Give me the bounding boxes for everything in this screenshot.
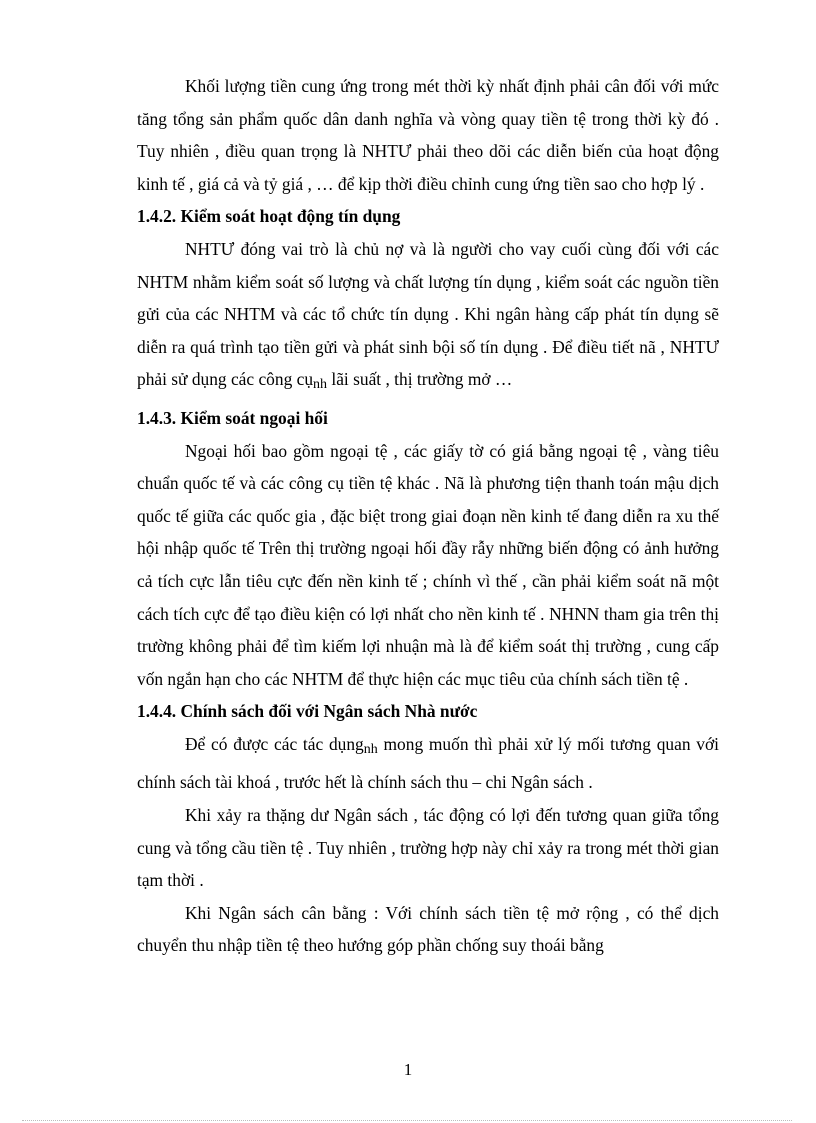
subscript-nh: nh (313, 377, 328, 393)
paragraph-credit-text-b: lãi suất , thị trường mở … (327, 369, 513, 390)
footer-divider (22, 1120, 792, 1121)
heading-foreign-exchange: 1.4.3. Kiểm soát ngoại hối (137, 407, 328, 428)
paragraph-budget-balance: Khi Ngân sách cân bằng : Với chính sách tiền tệ mở rộng , có thể dịch chuyển thu nhập tiền tệ theo hướng góp phần chống suy thoái bằng (137, 902, 719, 956)
page-body (137, 70, 719, 962)
paragraph-credit-text-a: NHTƯ đóng vai trò là chủ nợ và là người cho vay cuối cùng đối với các NHTM nhằm kiểm soát số lượng và chất lượng tín dụng , kiểm soát các nguồn tiền gửi của các NHTM và các tổ chức tín dụng . Khi ngân hàng cấp phát tín dụng sẽ diễn ra quá trình tạo tiền gửi và phát sinh bội số tín dụng . Để điều tiết nã , NHTƯ phải sử dụng các công cụ (137, 238, 719, 390)
paragraph-budget-policy (137, 728, 719, 799)
heading-credit-control: 1.4.2. Kiểm soát hoạt động tín dụng (137, 206, 401, 227)
paragraph-budget-text-b: mong muốn thì phải xử lý mối tương quan với chính sách tài khoá , trước hết là chính sách thu – chi Ngân sách . (137, 733, 719, 793)
paragraph-budget-surplus: Khi xảy ra thặng dư Ngân sách , tác động có lợi đến tương quan giữa tổng cung và tổng cầu tiền tệ . Tuy nhiên , trường hợp này chỉ xảy ra trong mét thời gian tạm thời . (137, 805, 719, 891)
paragraph-money-supply: Khối lượng tiền cung ứng trong mét thời kỳ nhất định phải cân đối với mức tăng tổng sản phẩm quốc dân danh nghĩa và vòng quay tiền tệ trong thời kỳ đó . Tuy nhiên , điều quan trọng là NHTƯ phải theo dõi các diễn biến của hoạt động kinh tế , giá cả và tỷ giá , … để kịp thời điều chỉnh cung ứng tiền sao cho hợp lý . (137, 76, 719, 194)
paragraph-budget-text-a: Để có được các tác dụng (185, 733, 364, 754)
paragraph-credit-control (137, 233, 719, 402)
paragraph-foreign-exchange: Ngoại hối bao gồm ngoại tệ , các giấy tờ có giá bằng ngoại tệ , vàng tiêu chuẩn quốc tế và các công cụ tiền tệ khác . Nã là phương tiện thanh toán mậu dịch quốc tế giữa các quốc gia , đặc biệt trong giai đoạn nền kinh tế đang diễn ra xu thế hội nhập quốc tế Trên thị trường ngoại hối đầy rẫy những biến động có ảnh hưởng cả tích cực lẫn tiêu cực đến nền kinh tế ; chính vì thế , cần phải kiểm soát nã một cách tích cực để tạo điều kiện có lợi nhất cho nền kinh tế . NHNN tham gia trên thị trường không phải để tìm kiếm lợi nhuận mà là để kiểm soát thị trường , cung cấp vốn ngắn hạn cho các NHTM để thực hiện các mục tiêu của chính sách tiền tệ . (137, 440, 719, 689)
subscript-nh: nh (363, 741, 378, 757)
page-number: 1 (403, 1060, 413, 1079)
heading-state-budget: 1.4.4. Chính sách đối với Ngân sách Nhà nước (137, 701, 478, 722)
